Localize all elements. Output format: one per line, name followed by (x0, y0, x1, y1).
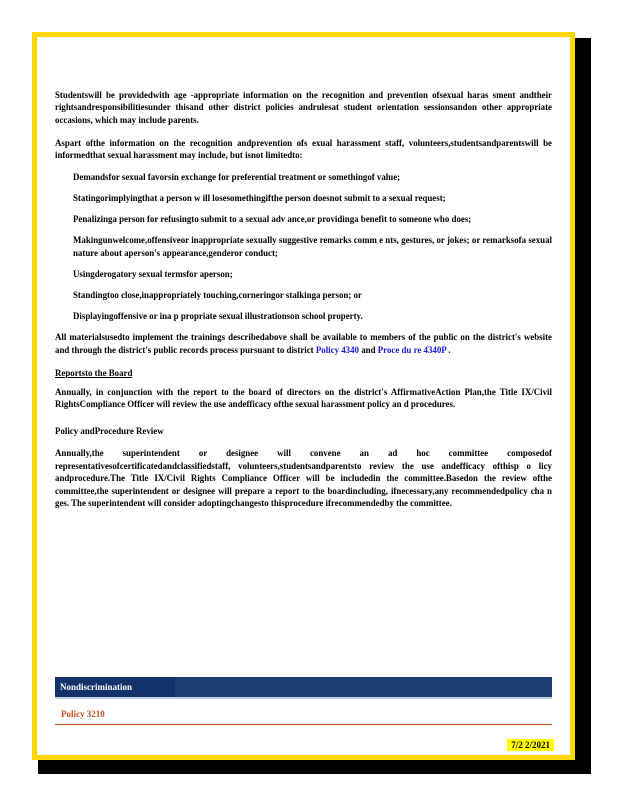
reports-heading: Reportsto the Board (55, 367, 133, 378)
list-item: Demandsfor sexual favorsin exchange for preferential treatment or somethingof value; (73, 171, 401, 182)
list-item: Usingderogatory sexual termsfor aperson; (73, 268, 233, 279)
policy-reference: Policy 3210 (61, 709, 105, 719)
section-label: Nondiscrimination (55, 677, 175, 697)
aspart-paragraph: Aspart ofthe information on the recognition andprevention ofs exual harassment staff, volunteers,studentsandparentswill be informedthat sexual harassment may include, but isnot limitedto: (55, 137, 552, 161)
intro-paragraph: Studentswill be providedwith age -appropriate information on the recognition and prevention ofsexual haras sment andtheir rightsandresponsibilitiesunder thisand other district policies andrulesat student orientation sessionsandon other appropriate occasions, which may include parents. (55, 90, 552, 125)
materials-paragraph: All materialsusedto implement the trainings describedabove shall be available to members of the public on the district's website and through the district's public records process pursuant to district Policy 4340 and Proce du re 4340P . (55, 332, 552, 355)
list-item: Penalizinga person for refusingto submit to a sexual adv ance,or providinga benefit to someone who does; (73, 213, 472, 224)
procedure-4340p-link[interactable]: Proce du re 4340P (377, 344, 447, 355)
harassment-examples-list (55, 171, 552, 323)
list-item: Makingunwelcome,offensiveor inappropriate sexually suggestive remarks comm e nts, gestures, or jokes; or remarksofa sexual nature about aperson's appearance,genderor conduct; (73, 235, 552, 258)
policy-review-heading: Policy andProcedure Review (55, 425, 164, 436)
policy-review-paragraph: Annually,the superintendent or designee will convene an ad hoc committee composedof representativesofcertificatedandclassifiedstaff, volunteers,studentsandparentsto review the use andefficacy ofthisp o licy andprocedure.The Title IX/Civil Rights Compliance Officer will be includedin the committee.Basedon the review ofthe committee,the superintendent or designee will prepare a report to the boardincluding, ifnecessary,any recommendedpolicy cha n ges. The superintendent will consider adoptingchangesto thisprocedure ifrecommendedby the committee. (55, 448, 552, 508)
policy-4340-link[interactable]: Policy 4340 (315, 344, 359, 355)
list-item: Standingtoo close,inappropriately touching,corneringor stalkinga person; or (73, 289, 362, 300)
list-item: Displayingoffensive or ina p propriate sexual illustrationson school property. (73, 311, 363, 322)
document-page (32, 32, 575, 760)
footer-divider (55, 724, 552, 725)
document-body (55, 89, 552, 520)
date-stamp: 7/2 2/2021 (507, 739, 554, 751)
section-bar (55, 677, 552, 699)
reports-paragraph: Annually, in conjunction with the report to the board of directors on the district's AffirmativeAction Plan,the Title IX/Civil RightsCompliance Officer will review the use andefficacy ofthe sexual harassment policy an d procedures. (55, 387, 552, 410)
list-item: Statingorimplyingthat a person w ill losesomethingifthe person doesnot submit to a sexual request; (73, 192, 446, 203)
